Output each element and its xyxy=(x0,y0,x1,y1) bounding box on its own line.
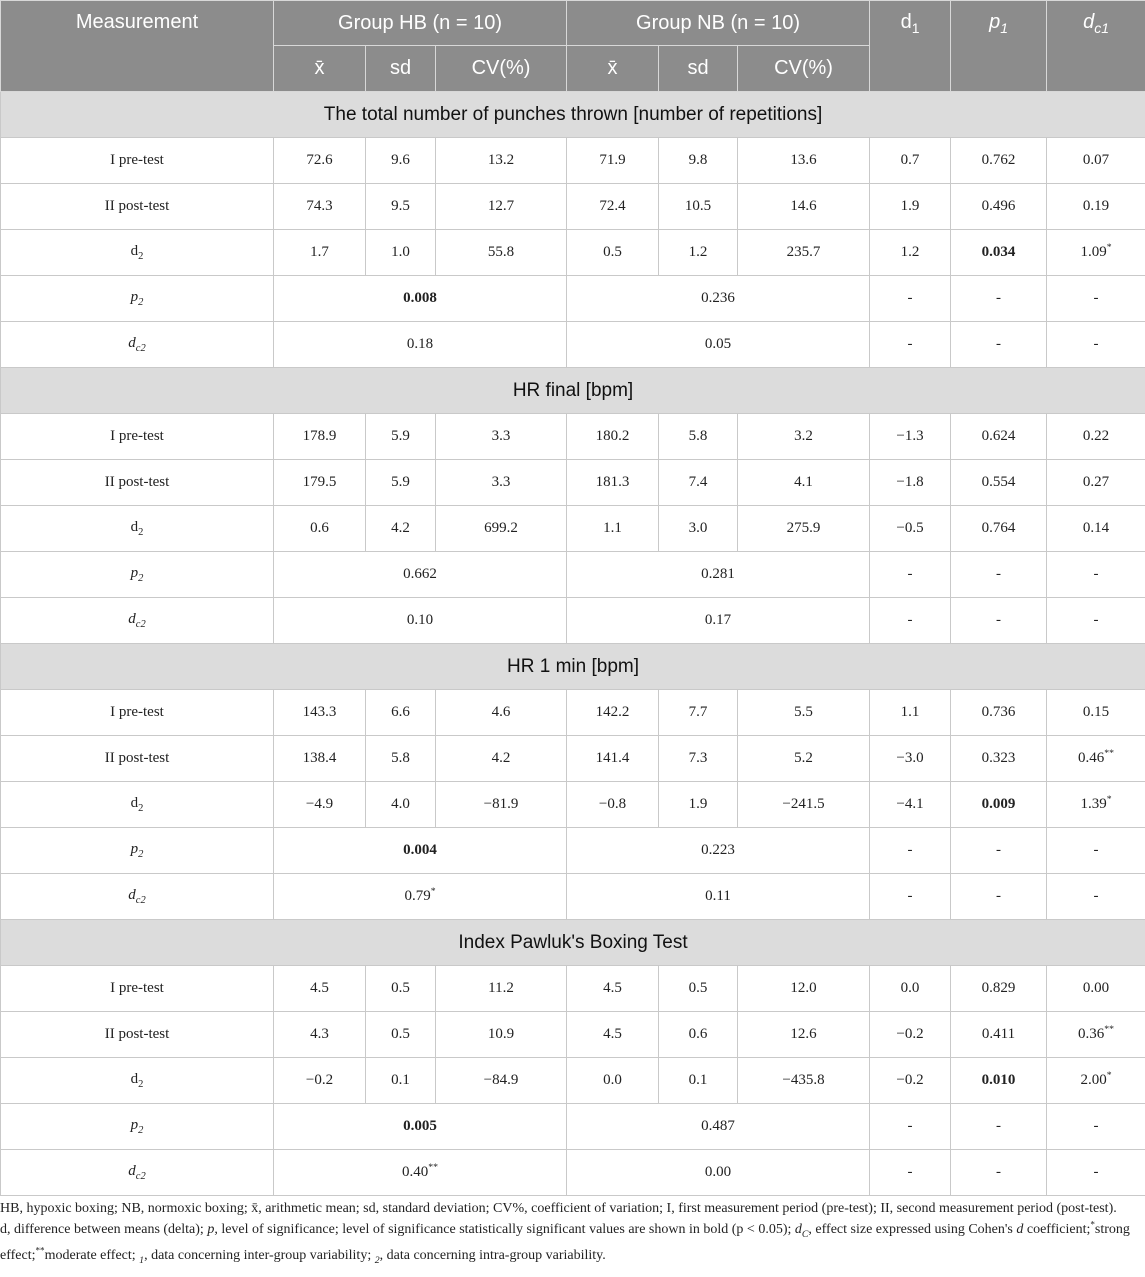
d1-cell: - xyxy=(870,276,951,322)
row-label: I pre-test xyxy=(1,414,274,460)
d1-cell: 0.0 xyxy=(870,966,951,1012)
hb-mean-cell: 4.5 xyxy=(274,966,366,1012)
nb-sd-cell: 1.9 xyxy=(659,782,738,828)
hb-sd-cell: 0.1 xyxy=(366,1058,436,1104)
dc1-cell: - xyxy=(1047,598,1145,644)
d1-cell: - xyxy=(870,598,951,644)
dc1-cell: 1.09* xyxy=(1047,230,1145,276)
row-label: $p_2$ xyxy=(1,828,274,874)
header-d1: $d_1$ xyxy=(870,1,951,92)
row-p2 xyxy=(1,1104,1145,1150)
hb-cv-cell: 4.2 xyxy=(436,736,567,782)
hb-dc2-cell: 0.18 xyxy=(274,322,567,368)
d1-cell: −1.8 xyxy=(870,460,951,506)
dc1-cell: - xyxy=(1047,276,1145,322)
row-d2 xyxy=(1,230,1145,276)
section-header-row xyxy=(1,92,1145,138)
header-p1: $p_1$ xyxy=(951,1,1047,92)
row-label: $d_2$ xyxy=(1,1058,274,1104)
nb-p2-cell: 0.281 xyxy=(567,552,870,598)
nb-mean-cell: 4.5 xyxy=(567,966,659,1012)
row-dc2 xyxy=(1,598,1145,644)
nb-cv-cell: 12.0 xyxy=(738,966,870,1012)
nb-mean-cell: −0.8 xyxy=(567,782,659,828)
p1-cell: 0.411 xyxy=(951,1012,1047,1058)
hb-p2-cell: 0.005 xyxy=(274,1104,567,1150)
row-label: $d_2$ xyxy=(1,782,274,828)
row-label: II post-test xyxy=(1,1012,274,1058)
section-title: The total number of punches thrown [number of repetitions] xyxy=(1,92,1145,138)
row-p2 xyxy=(1,552,1145,598)
nb-cv-cell: 14.6 xyxy=(738,184,870,230)
row-label: I pre-test xyxy=(1,138,274,184)
footnote-legend: d, difference between means (delta); p, level of significance; level of significance statistically significant values are shown in bold (p < 0.05); $d_C$, effect size expressed using Cohen's d coefficient;*strong effect;**moderate effect; $_1$, data concerning inter-group variability; $_2$, data concerning intra-group variability. xyxy=(0,1219,1130,1266)
dc1-cell: - xyxy=(1047,322,1145,368)
hb-mean-cell: 4.3 xyxy=(274,1012,366,1058)
nb-sd-cell: 0.6 xyxy=(659,1012,738,1058)
row-label: $d_{c2}$ xyxy=(1,598,274,644)
dc1-cell: 0.00 xyxy=(1047,966,1145,1012)
d1-cell: −1.3 xyxy=(870,414,951,460)
hb-sd-cell: 5.9 xyxy=(366,414,436,460)
dc1-cell: 0.19 xyxy=(1047,184,1145,230)
dc1-cell: 1.39* xyxy=(1047,782,1145,828)
d1-cell: - xyxy=(870,1104,951,1150)
nb-mean-cell: 1.1 xyxy=(567,506,659,552)
hb-cv-cell: 4.6 xyxy=(436,690,567,736)
row-label: II post-test xyxy=(1,736,274,782)
hb-sd-cell: 9.6 xyxy=(366,138,436,184)
p1-cell: - xyxy=(951,552,1047,598)
p1-cell: - xyxy=(951,322,1047,368)
dc1-cell: 2.00* xyxy=(1047,1058,1145,1104)
header-nb-cv: CV(%) xyxy=(738,46,870,92)
row-label: $p_2$ xyxy=(1,276,274,322)
hb-cv-cell: 55.8 xyxy=(436,230,567,276)
p1-cell: - xyxy=(951,598,1047,644)
nb-cv-cell: −435.8 xyxy=(738,1058,870,1104)
p1-cell: - xyxy=(951,1104,1047,1150)
section-title: HR 1 min [bpm] xyxy=(1,644,1145,690)
nb-mean-cell: 72.4 xyxy=(567,184,659,230)
nb-sd-cell: 0.5 xyxy=(659,966,738,1012)
hb-mean-cell: −4.9 xyxy=(274,782,366,828)
row-dc2 xyxy=(1,322,1145,368)
nb-mean-cell: 142.2 xyxy=(567,690,659,736)
nb-sd-cell: 7.7 xyxy=(659,690,738,736)
dc1-cell: - xyxy=(1047,874,1145,920)
nb-sd-cell: 0.1 xyxy=(659,1058,738,1104)
nb-mean-cell: 0.0 xyxy=(567,1058,659,1104)
nb-cv-cell: 12.6 xyxy=(738,1012,870,1058)
p1-cell: 0.009 xyxy=(951,782,1047,828)
row-dc2 xyxy=(1,1150,1145,1196)
hb-sd-cell: 5.8 xyxy=(366,736,436,782)
hb-sd-cell: 1.0 xyxy=(366,230,436,276)
header-group-nb: Group NB (n = 10) xyxy=(567,1,870,46)
nb-dc2-cell: 0.17 xyxy=(567,598,870,644)
p1-cell: 0.764 xyxy=(951,506,1047,552)
row-pre-test xyxy=(1,690,1145,736)
row-p2 xyxy=(1,828,1145,874)
row-label: $p_2$ xyxy=(1,552,274,598)
section-title: HR final [bpm] xyxy=(1,368,1145,414)
row-pre-test xyxy=(1,138,1145,184)
nb-sd-cell: 7.3 xyxy=(659,736,738,782)
hb-mean-cell: 1.7 xyxy=(274,230,366,276)
d1-cell: 1.1 xyxy=(870,690,951,736)
d1-cell: −0.2 xyxy=(870,1058,951,1104)
d1-cell: −0.2 xyxy=(870,1012,951,1058)
d1-cell: −4.1 xyxy=(870,782,951,828)
row-post-test xyxy=(1,1012,1145,1058)
dc1-cell: 0.36** xyxy=(1047,1012,1145,1058)
row-label: $d_{c2}$ xyxy=(1,1150,274,1196)
nb-p2-cell: 0.236 xyxy=(567,276,870,322)
nb-dc2-cell: 0.11 xyxy=(567,874,870,920)
d1-cell: 1.2 xyxy=(870,230,951,276)
table-footnotes xyxy=(0,1198,1140,1271)
hb-p2-cell: 0.662 xyxy=(274,552,567,598)
row-label: I pre-test xyxy=(1,966,274,1012)
p1-cell: - xyxy=(951,828,1047,874)
nb-dc2-cell: 0.00 xyxy=(567,1150,870,1196)
hb-p2-cell: 0.004 xyxy=(274,828,567,874)
hb-mean-cell: −0.2 xyxy=(274,1058,366,1104)
row-label: $d_{c2}$ xyxy=(1,322,274,368)
header-group-hb: Group HB (n = 10) xyxy=(274,1,567,46)
row-label: $d_{c2}$ xyxy=(1,874,274,920)
p1-cell: 0.829 xyxy=(951,966,1047,1012)
nb-cv-cell: −241.5 xyxy=(738,782,870,828)
row-d2 xyxy=(1,1058,1145,1104)
nb-mean-cell: 4.5 xyxy=(567,1012,659,1058)
nb-mean-cell: 71.9 xyxy=(567,138,659,184)
row-d2 xyxy=(1,506,1145,552)
row-post-test xyxy=(1,460,1145,506)
section-title: Index Pawluk's Boxing Test xyxy=(1,920,1145,966)
p1-cell: 0.034 xyxy=(951,230,1047,276)
nb-sd-cell: 1.2 xyxy=(659,230,738,276)
header-hb-cv: CV(%) xyxy=(436,46,567,92)
hb-sd-cell: 5.9 xyxy=(366,460,436,506)
hb-mean-cell: 143.3 xyxy=(274,690,366,736)
hb-sd-cell: 0.5 xyxy=(366,966,436,1012)
header-dc1: $d_{c1}$ xyxy=(1047,1,1145,92)
nb-p2-cell: 0.223 xyxy=(567,828,870,874)
row-label: $p_2$ xyxy=(1,1104,274,1150)
dc1-cell: - xyxy=(1047,1150,1145,1196)
dc1-cell: - xyxy=(1047,1104,1145,1150)
hb-cv-cell: 13.2 xyxy=(436,138,567,184)
hb-cv-cell: 699.2 xyxy=(436,506,567,552)
table-header xyxy=(1,1,1145,92)
row-label: $d_2$ xyxy=(1,230,274,276)
hb-cv-cell: 3.3 xyxy=(436,414,567,460)
hb-mean-cell: 179.5 xyxy=(274,460,366,506)
p1-cell: 0.496 xyxy=(951,184,1047,230)
hb-dc2-cell: 0.10 xyxy=(274,598,567,644)
p1-cell: 0.323 xyxy=(951,736,1047,782)
d1-cell: - xyxy=(870,1150,951,1196)
hb-sd-cell: 6.6 xyxy=(366,690,436,736)
hb-p2-cell: 0.008 xyxy=(274,276,567,322)
nb-sd-cell: 10.5 xyxy=(659,184,738,230)
hb-cv-cell: 3.3 xyxy=(436,460,567,506)
hb-mean-cell: 138.4 xyxy=(274,736,366,782)
nb-dc2-cell: 0.05 xyxy=(567,322,870,368)
dc1-cell: - xyxy=(1047,828,1145,874)
row-pre-test xyxy=(1,414,1145,460)
hb-mean-cell: 0.6 xyxy=(274,506,366,552)
d1-cell: - xyxy=(870,322,951,368)
nb-sd-cell: 7.4 xyxy=(659,460,738,506)
hb-sd-cell: 4.0 xyxy=(366,782,436,828)
p1-cell: - xyxy=(951,276,1047,322)
hb-cv-cell: 10.9 xyxy=(436,1012,567,1058)
nb-cv-cell: 4.1 xyxy=(738,460,870,506)
d1-cell: - xyxy=(870,828,951,874)
p1-cell: 0.736 xyxy=(951,690,1047,736)
hb-cv-cell: −81.9 xyxy=(436,782,567,828)
header-hb-sd: sd xyxy=(366,46,436,92)
nb-mean-cell: 141.4 xyxy=(567,736,659,782)
dc1-cell: 0.27 xyxy=(1047,460,1145,506)
section-header-row xyxy=(1,920,1145,966)
hb-mean-cell: 74.3 xyxy=(274,184,366,230)
hb-dc2-cell: 0.40** xyxy=(274,1150,567,1196)
nb-cv-cell: 5.2 xyxy=(738,736,870,782)
hb-sd-cell: 9.5 xyxy=(366,184,436,230)
nb-p2-cell: 0.487 xyxy=(567,1104,870,1150)
row-label: I pre-test xyxy=(1,690,274,736)
nb-cv-cell: 13.6 xyxy=(738,138,870,184)
d1-cell: −3.0 xyxy=(870,736,951,782)
d1-cell: 0.7 xyxy=(870,138,951,184)
row-post-test xyxy=(1,184,1145,230)
row-pre-test xyxy=(1,966,1145,1012)
row-d2 xyxy=(1,782,1145,828)
p1-cell: 0.010 xyxy=(951,1058,1047,1104)
row-dc2 xyxy=(1,874,1145,920)
nb-sd-cell: 3.0 xyxy=(659,506,738,552)
dc1-cell: 0.15 xyxy=(1047,690,1145,736)
p1-cell: 0.762 xyxy=(951,138,1047,184)
section-header-row xyxy=(1,368,1145,414)
hb-cv-cell: −84.9 xyxy=(436,1058,567,1104)
dc1-cell: 0.14 xyxy=(1047,506,1145,552)
row-p2 xyxy=(1,276,1145,322)
hb-sd-cell: 4.2 xyxy=(366,506,436,552)
d1-cell: - xyxy=(870,874,951,920)
nb-mean-cell: 180.2 xyxy=(567,414,659,460)
hb-cv-cell: 11.2 xyxy=(436,966,567,1012)
hb-mean-cell: 178.9 xyxy=(274,414,366,460)
header-nb-mean: x̄ xyxy=(567,46,659,92)
nb-cv-cell: 235.7 xyxy=(738,230,870,276)
p1-cell: - xyxy=(951,874,1047,920)
footnote-abbreviations: HB, hypoxic boxing; NB, normoxic boxing; x̄, arithmetic mean; sd, standard deviation; CV%, coefficient of variation; I, first measurement period (pre-test); II, second measurement period (post-test). xyxy=(0,1201,1117,1216)
d1-cell: - xyxy=(870,552,951,598)
p1-cell: - xyxy=(951,1150,1047,1196)
dc1-cell: 0.22 xyxy=(1047,414,1145,460)
p1-cell: 0.624 xyxy=(951,414,1047,460)
nb-mean-cell: 181.3 xyxy=(567,460,659,506)
header-hb-mean: x̄ xyxy=(274,46,366,92)
hb-sd-cell: 0.5 xyxy=(366,1012,436,1058)
hb-dc2-cell: 0.79* xyxy=(274,874,567,920)
nb-cv-cell: 275.9 xyxy=(738,506,870,552)
row-label: II post-test xyxy=(1,460,274,506)
nb-sd-cell: 9.8 xyxy=(659,138,738,184)
section-header-row xyxy=(1,644,1145,690)
nb-sd-cell: 5.8 xyxy=(659,414,738,460)
nb-mean-cell: 0.5 xyxy=(567,230,659,276)
header-measurement: Measurement xyxy=(1,1,274,92)
dc1-cell: - xyxy=(1047,552,1145,598)
hb-mean-cell: 72.6 xyxy=(274,138,366,184)
table-body xyxy=(1,92,1145,1196)
header-nb-sd: sd xyxy=(659,46,738,92)
dc1-cell: 0.46** xyxy=(1047,736,1145,782)
row-label: $d_2$ xyxy=(1,506,274,552)
nb-cv-cell: 5.5 xyxy=(738,690,870,736)
d1-cell: 1.9 xyxy=(870,184,951,230)
hb-cv-cell: 12.7 xyxy=(436,184,567,230)
nb-cv-cell: 3.2 xyxy=(738,414,870,460)
row-label: II post-test xyxy=(1,184,274,230)
row-post-test xyxy=(1,736,1145,782)
dc1-cell: 0.07 xyxy=(1047,138,1145,184)
d1-cell: −0.5 xyxy=(870,506,951,552)
p1-cell: 0.554 xyxy=(951,460,1047,506)
